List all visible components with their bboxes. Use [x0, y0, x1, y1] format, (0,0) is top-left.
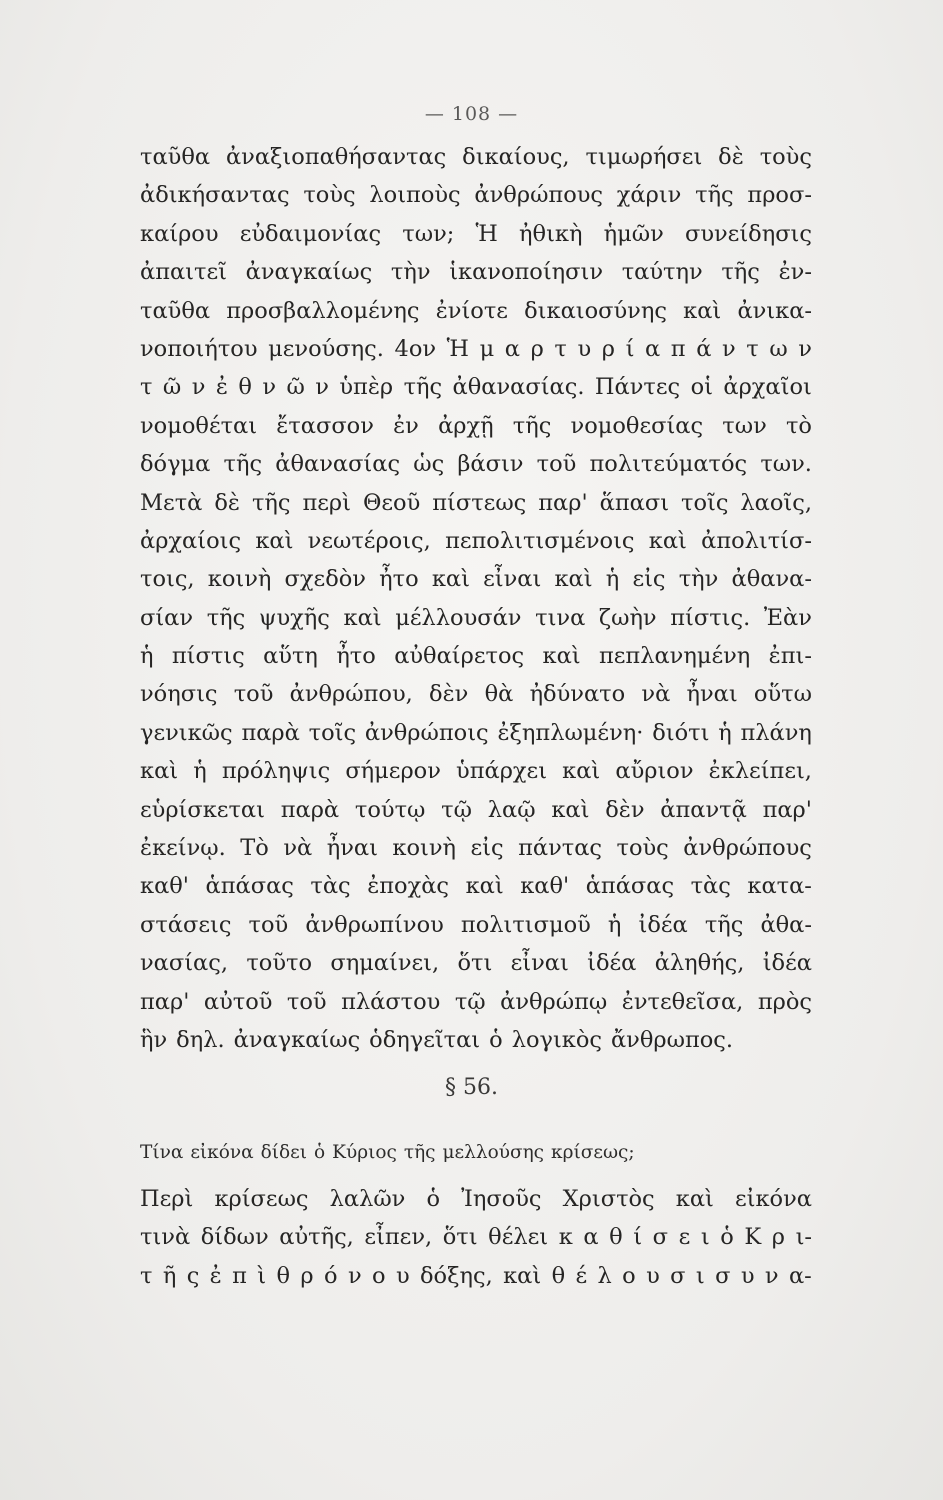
text-line: τ ῶ ν ἐ θ ν ῶ ν ὑπὲρ τῆς ἀθανασίας. Πάντες οἱ ἀρχαῖοι	[140, 374, 812, 401]
text-line: καίρου εὐδαιμονίας των; Ἡ ἠθικὴ ἡμῶν συνείδησις	[140, 220, 812, 247]
text-line: ταῦθα ἀναξιοπαθήσαντας δικαίους, τιμωρήσει δὲ τοὺς	[140, 144, 812, 170]
text-line: καὶ ἡ πρόληψις σήμερον ὑπάρχει καὶ αὔριον ἐκλείπει,	[140, 758, 812, 785]
text-line: ἀρχαίοις καὶ νεωτέροις, πεπολιτισμένοις καὶ ἀπολιτίσ-	[140, 527, 812, 554]
text-line: τοις, κοινὴ σχεδὸν ἦτο καὶ εἶναι καὶ ἡ εἰς τὴν ἀθανα-	[140, 566, 812, 593]
text-line: νομοθέται ἔτασσον ἐν ἀρχῇ τῆς νομοθεσίας των τὸ	[140, 412, 812, 439]
text-line: ἐκείνῳ. Τὸ νὰ ἦναι κοινὴ εἰς πάντας τοὺς ἀνθρώπους	[140, 835, 812, 862]
text-line: παρ' αὐτοῦ τοῦ πλάστου τῷ ἀνθρώπῳ ἐντεθεῖσα, πρὸς	[140, 988, 812, 1015]
text-line: νασίας, τοῦτο σημαίνει, ὅτι εἶναι ἰδέα ἀληθής, ἰδέα	[140, 950, 812, 977]
section-mark: § 56.	[445, 1075, 498, 1100]
text-line: στάσεις τοῦ ἀνθρωπίνου πολιτισμοῦ ἡ ἰδέα τῆς ἀθα-	[140, 911, 812, 938]
text-line: εὑρίσκεται παρὰ τούτῳ τῷ λαῷ καὶ δὲν ἀπαντᾷ παρ'	[140, 796, 812, 823]
text-line: νόησις τοῦ ἀνθρώπου, δὲν θὰ ἠδύνατο νὰ ἦναι οὕτω	[140, 681, 812, 708]
text-line: τ ῆ ς ἐ π ὶ θ ρ ό ν ο υ δόξης, καὶ θ έ λ ο υ σ ι σ υ ν α-	[140, 1262, 812, 1289]
page-number: — 108 —	[424, 103, 519, 125]
text-line: γενικῶς παρὰ τοῖς ἀνθρώποις ἐξηπλωμένη· διότι ἡ πλάνη	[140, 719, 812, 746]
body-text	[140, 138, 812, 1059]
text-line: Περὶ κρίσεως λαλῶν ὁ Ἰησοῦς Χριστὸς καὶ εἰκόνα	[140, 1186, 812, 1212]
section-question: Τίνα εἰκόνα δίδει ὁ Κύριος τῆς μελλούσης κρίσεως;	[140, 1142, 635, 1163]
text-line: ἣν δηλ. ἀναγκαίως ὁδηγεῖται ὁ λογικὸς ἄνθρωπος.	[140, 1026, 734, 1053]
text-line: δόγμα τῆς ἀθανασίας ὡς βάσιν τοῦ πολιτεύματός των.	[140, 451, 812, 478]
text-line: νοποιήτου μενούσης. 4ον Ἡ μ α ρ τ υ ρ ί α π ά ν τ ω ν	[140, 335, 812, 362]
text-line: καθ' ἁπάσας τὰς ἐποχὰς καὶ καθ' ἁπάσας τὰς κατα-	[140, 873, 812, 900]
text-line: ἀδικήσαντας τοὺς λοιποὺς ἀνθρώπους χάριν τῆς προσ-	[140, 182, 812, 209]
text-line: τινὰ δίδων αὐτῆς, εἶπεν, ὅτι θέλει κ α θ ί σ ε ι ὁ Κ ρ ι-	[140, 1224, 812, 1251]
answer-text	[140, 1180, 812, 1295]
text-line: ἡ πίστις αὕτη ἦτο αὐθαίρετος καὶ πεπλανημένη ἐπι-	[140, 643, 812, 670]
text-line: ταῦθα προσβαλλομένης ἐνίοτε δικαιοσύνης καὶ ἀνικα-	[140, 297, 812, 324]
text-line: Μετὰ δὲ τῆς περὶ Θεοῦ πίστεως παρ' ἅπασι τοῖς λαοῖς,	[140, 489, 812, 516]
text-line: σίαν τῆς ψυχῆς καὶ μέλλουσάν τινα ζωὴν πίστις. Ἐὰν	[140, 604, 812, 631]
text-line: ἀπαιτεῖ ἀναγκαίως τὴν ἱκανοποίησιν ταύτην τῆς ἐν-	[140, 259, 812, 286]
